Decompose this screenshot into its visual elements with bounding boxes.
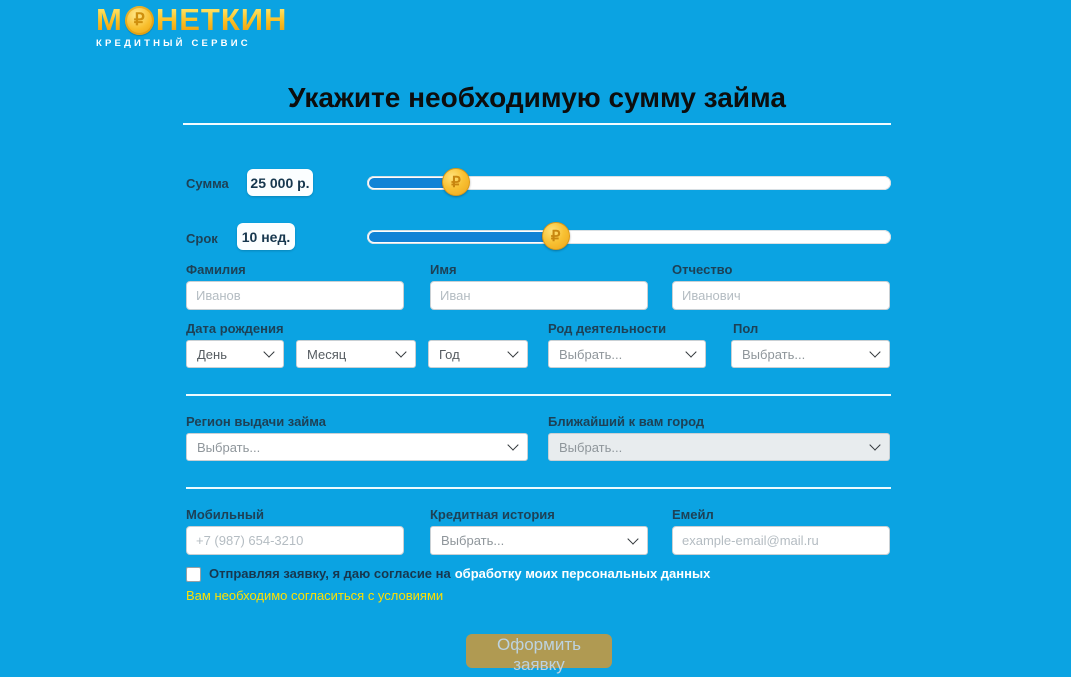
birth-year-select[interactable] xyxy=(428,340,528,368)
birth-year-value: Год xyxy=(439,346,460,362)
middle-name-input[interactable] xyxy=(672,281,890,310)
agreement-warning: Вам необходимо согласиться с условиями xyxy=(186,588,444,603)
birth-day-value: День xyxy=(197,346,227,362)
occupation-select[interactable] xyxy=(548,340,706,368)
phone-input[interactable] xyxy=(186,526,404,555)
term-slider-handle[interactable] xyxy=(542,222,570,250)
ruble-icon: ₽ xyxy=(451,174,461,191)
page-title: Укажите необходимую сумму займа xyxy=(183,82,891,125)
chevron-down-icon xyxy=(507,439,518,450)
ruble-icon: ₽ xyxy=(550,228,561,245)
region-select[interactable] xyxy=(186,433,528,461)
occupation-value: Выбрать... xyxy=(559,346,623,362)
credit-history-select[interactable] xyxy=(430,526,648,555)
term-value-box[interactable]: 10 нед. xyxy=(237,223,295,250)
region-value: Выбрать... xyxy=(197,439,261,455)
email-input[interactable] xyxy=(672,526,890,555)
agreement-text-static: Отправляя заявку, я даю согласие на xyxy=(209,566,451,581)
last-name-input[interactable] xyxy=(186,281,404,310)
agreement-checkbox[interactable] xyxy=(186,567,201,582)
brand-letters-rest: НЕТКИН xyxy=(155,2,288,37)
birth-day-select[interactable] xyxy=(186,340,284,368)
chevron-down-icon xyxy=(869,439,880,450)
logo[interactable] xyxy=(96,4,287,49)
city-label: Ближайший к вам город xyxy=(548,414,705,429)
personal-data-link[interactable]: обработку моих персональных данных xyxy=(454,566,711,581)
credit-history-value: Выбрать... xyxy=(441,533,505,548)
gender-value: Выбрать... xyxy=(742,346,806,362)
phone-label: Мобильный xyxy=(186,507,264,522)
section-divider xyxy=(186,394,891,396)
middle-name-label: Отчество xyxy=(672,262,733,277)
birth-month-select[interactable] xyxy=(296,340,416,368)
term-label: Срок xyxy=(186,231,218,246)
brand-text xyxy=(96,4,287,36)
agreement-text xyxy=(209,566,710,581)
chevron-down-icon xyxy=(869,346,880,357)
chevron-down-icon xyxy=(627,533,638,544)
chevron-down-icon xyxy=(685,346,696,357)
last-name-label: Фамилия xyxy=(186,262,246,277)
chevron-down-icon xyxy=(263,346,274,357)
ruble-icon: ₽ xyxy=(133,10,145,29)
sum-slider-track[interactable] xyxy=(367,176,891,190)
birth-month-value: Месяц xyxy=(307,346,347,362)
section-divider xyxy=(186,487,891,489)
brand-subtitle: КРЕДИТНЫЙ СЕРВИС xyxy=(96,38,251,49)
first-name-label: Имя xyxy=(430,262,457,277)
sum-slider-handle[interactable] xyxy=(442,168,470,196)
sum-label: Сумма xyxy=(186,176,229,191)
birth-date-label: Дата рождения xyxy=(186,321,284,336)
term-slider-track[interactable] xyxy=(367,230,891,244)
email-label: Емейл xyxy=(672,507,714,522)
coin-icon xyxy=(125,6,154,35)
brand-letter-m: М xyxy=(96,2,123,37)
submit-button[interactable]: Оформить заявку xyxy=(466,634,612,668)
occupation-label: Род деятельности xyxy=(548,321,667,336)
city-value: Выбрать... xyxy=(559,439,623,455)
sum-value-box[interactable]: 25 000 р. xyxy=(247,169,313,196)
chevron-down-icon xyxy=(507,346,518,357)
credit-history-label: Кредитная история xyxy=(430,507,555,522)
first-name-input[interactable] xyxy=(430,281,648,310)
gender-label: Пол xyxy=(733,321,759,336)
region-label: Регион выдачи займа xyxy=(186,414,326,429)
gender-select[interactable] xyxy=(731,340,890,368)
chevron-down-icon xyxy=(395,346,406,357)
city-select[interactable] xyxy=(548,433,890,461)
term-slider-fill xyxy=(369,232,558,242)
